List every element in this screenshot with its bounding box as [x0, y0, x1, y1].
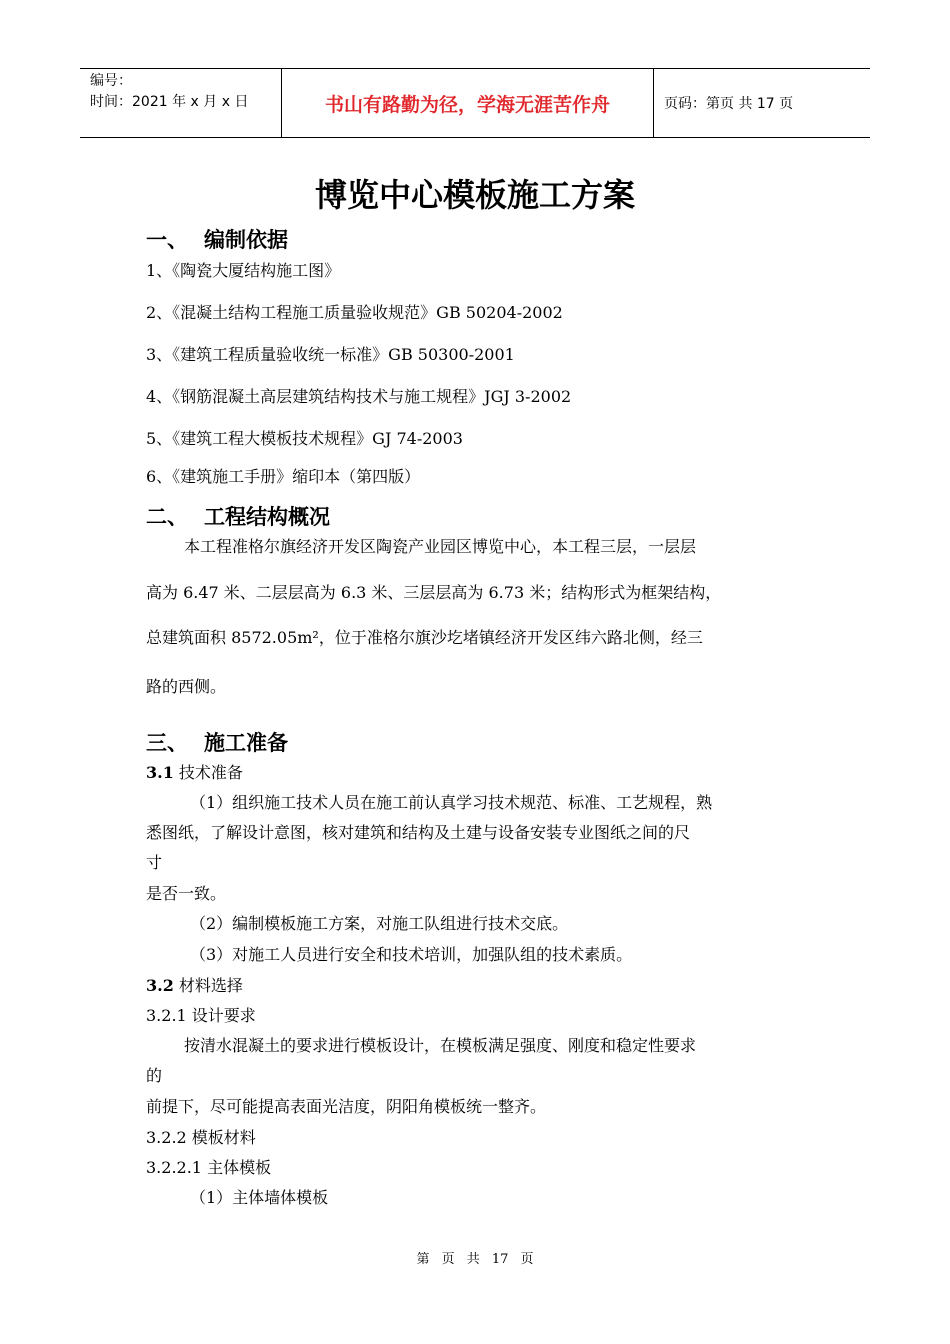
paragraph-line: 按清水混凝土的要求进行模板设计，在模板满足强度、刚度和稳定性要求 — [184, 1036, 697, 1055]
subsection-heading-3-1 — [146, 760, 243, 783]
paragraph-line: （1）组织施工技术人员在施工前认真学习技术规范、标准、工艺规程，熟 — [190, 793, 713, 812]
overview-line: 路的西侧。 — [146, 677, 227, 696]
document-title: 博览中心模板施工方案 — [314, 176, 635, 214]
reference-item: 5、《建筑工程大模板技术规程》GJ 74-2003 — [146, 429, 463, 448]
header-page-label: 页码：第页 共 17 页 — [664, 96, 794, 112]
page-footer: 第 页 共 17 页 — [416, 1252, 534, 1267]
overview-line: 高为 6.47 米、二层层高为 6.3 米、三层层高为 6.73 米；结构形式为框架结构， — [146, 583, 722, 602]
document-date-label: 时间：2021 年 x 月 x 日 — [90, 94, 249, 110]
paragraph-line: 寸 — [146, 853, 163, 872]
section-heading-1 — [146, 224, 288, 254]
overview-line: 总建筑面积 8572.05m²，位于准格尔旗沙圪堵镇经济开发区纬六路北侧，经三 — [146, 628, 703, 647]
subsection-heading-3-2-1: 3.2.1 设计要求 — [146, 1006, 256, 1025]
subsection-heading-3-2-2-1: 3.2.2.1 主体模板 — [146, 1158, 272, 1177]
reference-item: 4、《钢筋混凝土高层建筑结构技术与施工规程》JGJ 3-2002 — [146, 387, 572, 406]
header-meta — [80, 69, 281, 137]
paragraph-line: 悉图纸，了解设计意图，核对建筑和结构及土建与设备安装专业图纸之间的尺 — [146, 823, 691, 842]
page-header — [80, 68, 870, 138]
reference-item: 3、《建筑工程质量验收统一标准》GB 50300-2001 — [146, 345, 515, 364]
paragraph-line: （3）对施工人员进行安全和技术培训，加强队组的技术素质。 — [190, 945, 633, 964]
subsection-number: 3.1 — [146, 763, 174, 782]
reference-item: 2、《混凝土结构工程施工质量验收规范》GB 50204-2002 — [146, 303, 563, 322]
section-heading-3 — [146, 727, 288, 757]
section-title: 施工准备 — [204, 731, 288, 755]
document-number-label: 编号： — [90, 73, 132, 89]
section-title: 编制依据 — [204, 228, 288, 252]
section-heading-2 — [146, 501, 330, 531]
subsection-title: 材料选择 — [173, 976, 243, 995]
subsection-number: 3.2 — [146, 976, 174, 995]
section-title: 工程结构概况 — [204, 505, 330, 529]
subsection-title: 技术准备 — [173, 763, 243, 782]
section-number: 一、 — [146, 228, 188, 252]
paragraph-line: 是否一致。 — [146, 884, 227, 903]
paragraph-line: （1）主体墙体模板 — [190, 1188, 329, 1207]
paragraph-line: 前提下，尽可能提高表面光洁度，阴阳角模板统一整齐。 — [146, 1097, 547, 1116]
reference-item: 1、《陶瓷大厦结构施工图》 — [146, 261, 341, 280]
section-number: 三、 — [146, 731, 188, 755]
header-motto: 书山有路勤为径，学海无涯苦作舟 — [281, 69, 654, 137]
subsection-heading-3-2 — [146, 973, 243, 996]
paragraph-line: 的 — [146, 1066, 163, 1085]
paragraph-line: （2）编制模板施工方案，对施工队组进行技术交底。 — [190, 914, 569, 933]
subsection-heading-3-2-2: 3.2.2 模板材料 — [146, 1128, 256, 1147]
section-number: 二、 — [146, 505, 188, 529]
overview-line: 本工程准格尔旗经济开发区陶瓷产业园区博览中心，本工程三层，一层层 — [184, 537, 697, 556]
reference-item: 6、《建筑施工手册》缩印本（第四版） — [146, 467, 421, 486]
